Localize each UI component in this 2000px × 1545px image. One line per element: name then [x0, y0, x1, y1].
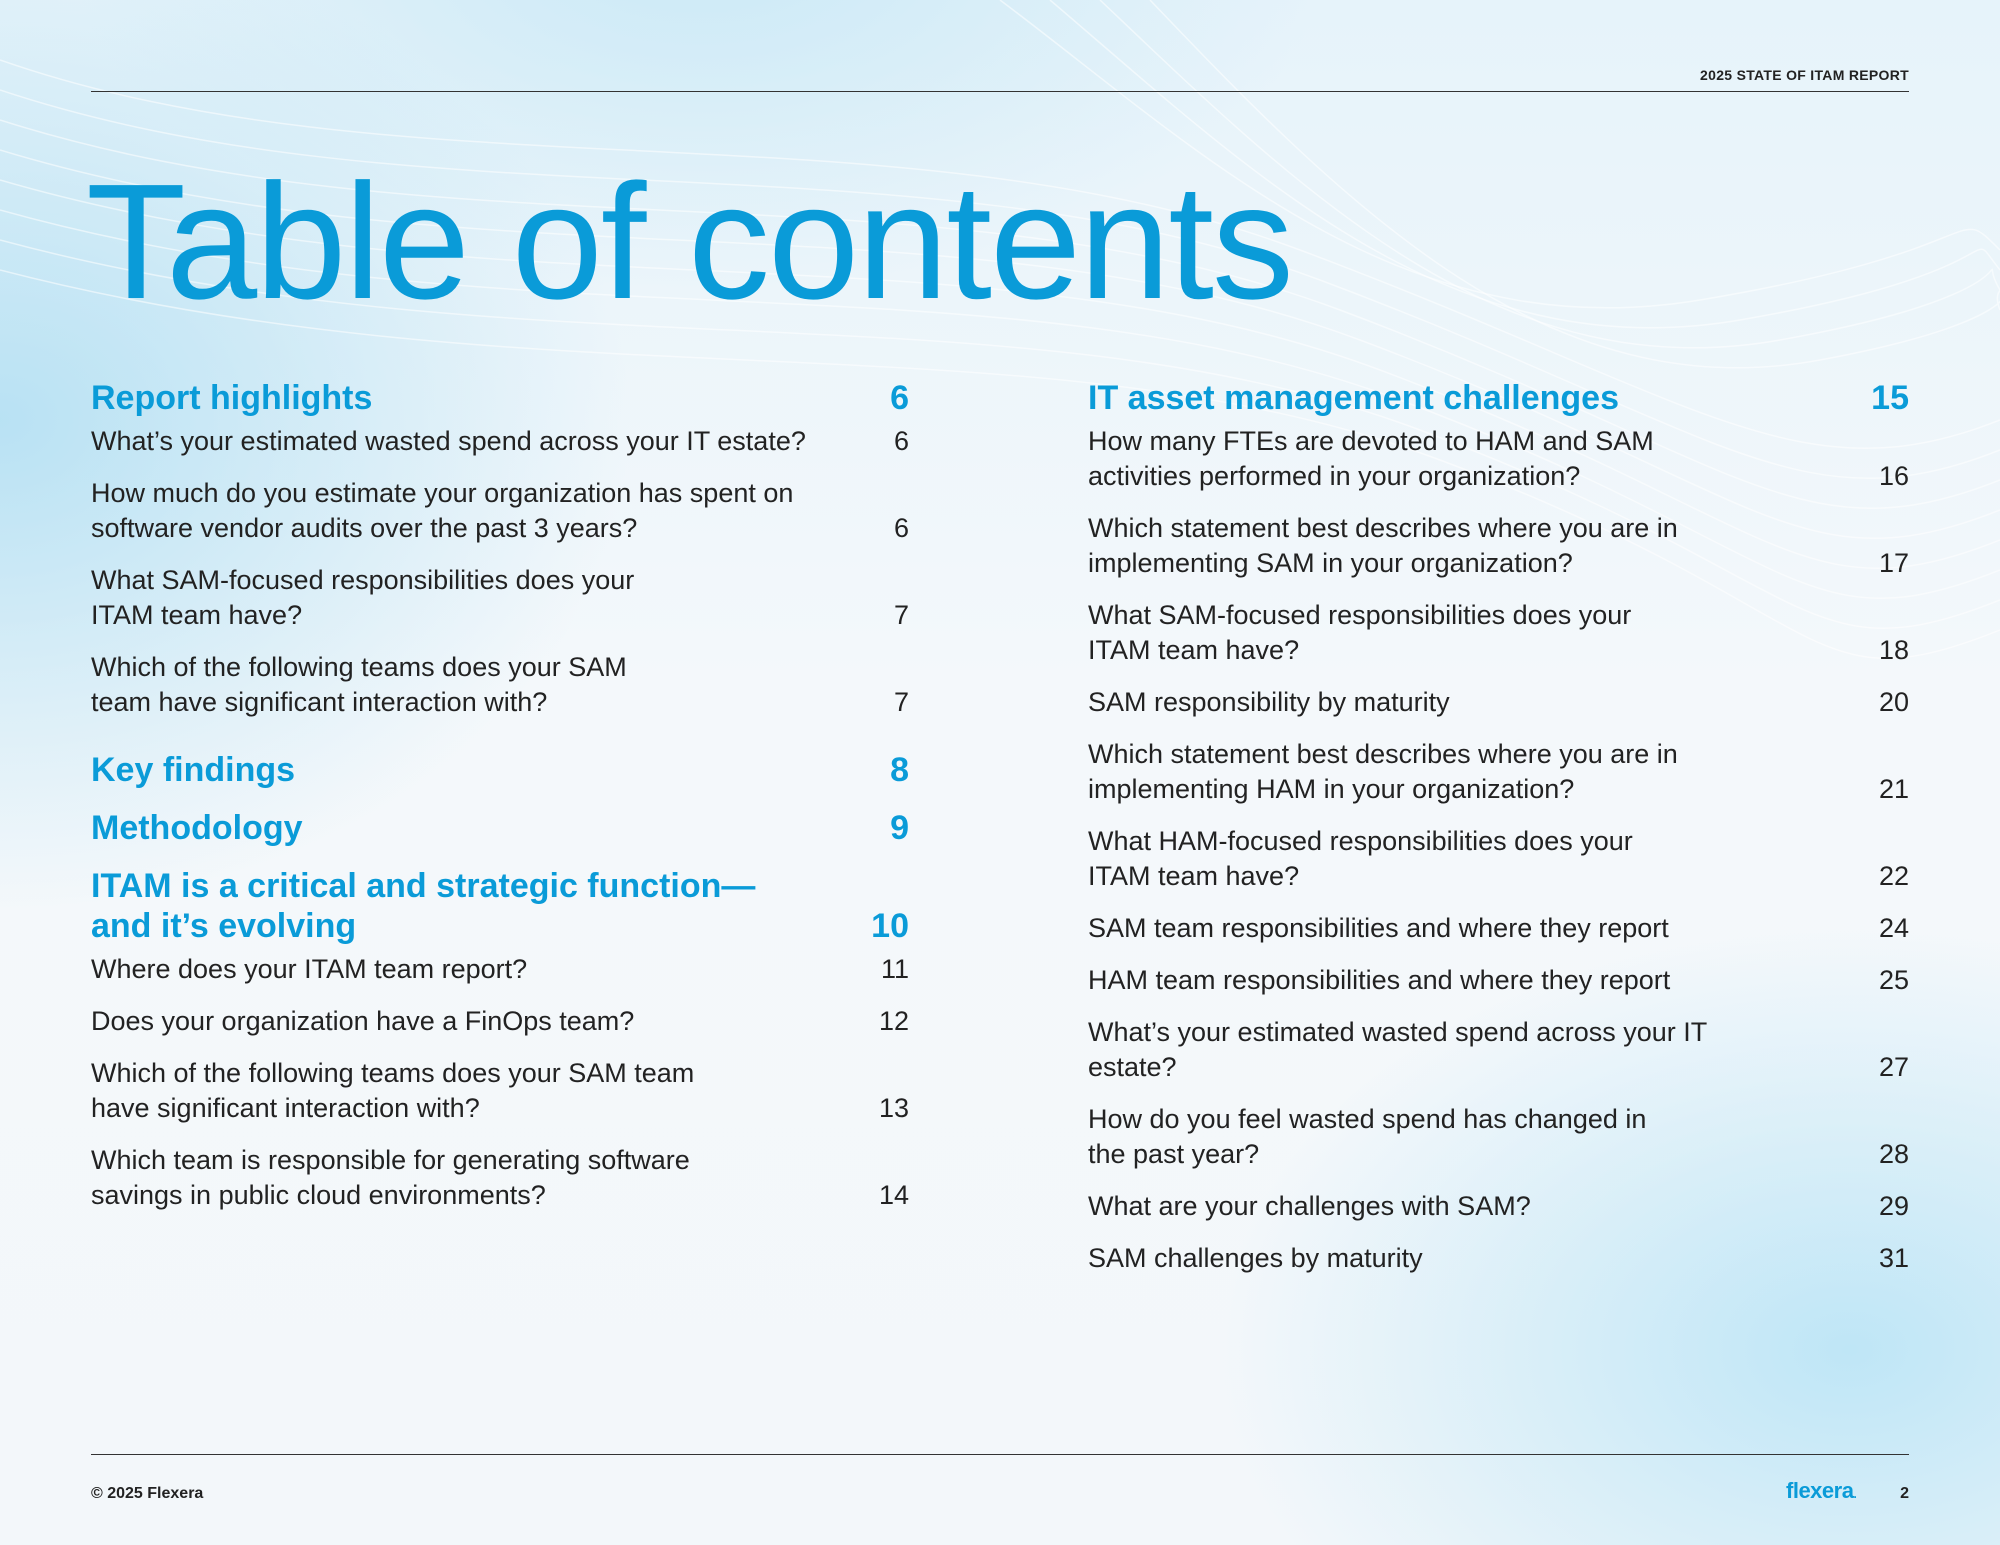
footer-divider	[91, 1454, 1909, 1455]
toc-entry-page: 7	[893, 687, 909, 717]
toc-entry[interactable]	[91, 476, 909, 546]
toc-entry-page: 24	[1878, 913, 1909, 943]
flexera-logo	[1786, 1478, 1856, 1504]
toc-entry-title: SAM team responsibilities and where they report	[1088, 913, 1669, 943]
toc-entry[interactable]	[1088, 685, 1909, 720]
toc-entry-page: 21	[1878, 774, 1909, 804]
toc-entry[interactable]	[91, 650, 909, 720]
toc-entry-page: 16	[1878, 461, 1909, 491]
toc-entry[interactable]	[1088, 1241, 1909, 1276]
toc-entry-title: What are your challenges with SAM?	[1088, 1191, 1531, 1221]
toc-section-title: IT asset management challenges	[1088, 379, 1619, 417]
toc-entry-title: Does your organization have a FinOps team?	[91, 1006, 635, 1036]
copyright-text: © 2025 Flexera	[91, 1485, 204, 1502]
toc-section-methodology[interactable]	[91, 808, 909, 848]
toc-entry-page: 6	[893, 513, 909, 543]
toc-entry-title: HAM team responsibilities and where they report	[1088, 965, 1671, 995]
toc-entry-title: Which of the following teams does your SAM team have significant interaction with?	[91, 1058, 695, 1123]
toc-entry-title: How do you feel wasted spend has changed in the past year?	[1088, 1104, 1647, 1169]
toc-entry-page: 28	[1878, 1139, 1909, 1169]
page-number: 2	[1900, 1485, 1909, 1502]
toc-entry[interactable]	[91, 563, 909, 633]
toc-entry-page: 29	[1878, 1191, 1909, 1221]
toc-entry-title: SAM challenges by maturity	[1088, 1243, 1423, 1273]
toc-section-title: ITAM is a critical and strategic function—and it’s evolving	[91, 867, 756, 945]
toc-entry-page: 6	[893, 426, 909, 456]
toc-section-itam-strategic-function[interactable]	[91, 866, 909, 946]
toc-entry-page: 11	[880, 954, 909, 984]
toc-entry[interactable]	[91, 952, 909, 987]
toc-entry-title: What’s your estimated wasted spend across your IT estate?	[1088, 1017, 1707, 1082]
toc-entry-page: 20	[1878, 687, 1909, 717]
toc-entry-page: 22	[1878, 861, 1909, 891]
toc-entry-title: SAM responsibility by maturity	[1088, 687, 1450, 717]
header-divider	[91, 91, 1909, 92]
toc-section-title: Key findings	[91, 751, 296, 789]
toc-entry[interactable]	[1088, 737, 1909, 807]
toc-entry-page: 12	[878, 1006, 909, 1036]
toc-entry-page: 31	[1878, 1243, 1909, 1273]
toc-entry[interactable]	[1088, 911, 1909, 946]
toc-entry-title: Which statement best describes where you are in implementing HAM in your organization?	[1088, 739, 1678, 804]
toc-entry-title: Which of the following teams does your SAM team have significant interaction with?	[91, 652, 627, 717]
toc-entry-title: Which team is responsible for generating software savings in public cloud environments?	[91, 1145, 690, 1210]
toc-left-column	[91, 378, 909, 1213]
toc-section-key-findings[interactable]	[91, 750, 909, 790]
toc-entry[interactable]	[1088, 1015, 1909, 1085]
toc-section-title: Report highlights	[91, 379, 373, 417]
toc-entry-title: Where does your ITAM team report?	[91, 954, 528, 984]
toc-entry[interactable]	[1088, 824, 1909, 894]
toc-entry-title: How much do you estimate your organization has spent on software vendor audits over the past 3 years?	[91, 478, 794, 543]
toc-section-title: Methodology	[91, 809, 303, 847]
toc-entry-page: 25	[1878, 965, 1909, 995]
toc-entry[interactable]	[91, 424, 909, 459]
toc-entry[interactable]	[91, 1056, 909, 1126]
toc-section-report-highlights[interactable]	[91, 378, 909, 418]
logo-text: flexera	[1786, 1478, 1854, 1503]
toc-section-page: 8	[890, 751, 909, 789]
toc-section-page: 10	[871, 907, 909, 945]
toc-section-page: 15	[1871, 379, 1909, 417]
toc-section-itam-challenges[interactable]	[1088, 378, 1909, 418]
toc-entry-title: What SAM-focused responsibilities does your ITAM team have?	[91, 565, 635, 630]
toc-right-column	[1088, 378, 1909, 1276]
toc-section-page: 9	[890, 809, 909, 847]
toc-entry-page: 7	[893, 600, 909, 630]
toc-entry-title: What HAM-focused responsibilities does your ITAM team have?	[1088, 826, 1633, 891]
toc-entry[interactable]	[1088, 1189, 1909, 1224]
toc-entry[interactable]	[1088, 963, 1909, 998]
toc-entry-page: 14	[878, 1180, 909, 1210]
toc-entry[interactable]	[1088, 424, 1909, 494]
toc-entry[interactable]	[1088, 598, 1909, 668]
toc-entry-title: What SAM-focused responsibilities does your ITAM team have?	[1088, 600, 1632, 665]
toc-entry-title: How many FTEs are devoted to HAM and SAM activities performed in your organization?	[1088, 426, 1654, 491]
toc-entry-page: 13	[878, 1093, 909, 1123]
toc-entry-page: 17	[1878, 548, 1909, 578]
toc-section-page: 6	[890, 379, 909, 417]
toc-entry[interactable]	[91, 1004, 909, 1039]
toc-entry-title: Which statement best describes where you are in implementing SAM in your organization?	[1088, 513, 1678, 578]
toc-entry[interactable]	[91, 1143, 909, 1213]
toc-entry-page: 18	[1878, 635, 1909, 665]
page-title: Table of contents	[86, 150, 1292, 333]
toc-entry[interactable]	[1088, 511, 1909, 581]
report-header-label: 2025 STATE OF ITAM REPORT	[1700, 67, 1909, 83]
toc-entry[interactable]	[1088, 1102, 1909, 1172]
toc-entry-page: 27	[1878, 1052, 1909, 1082]
toc-entry-title: What’s your estimated wasted spend across your IT estate?	[91, 426, 806, 456]
logo-dot-icon: .	[1853, 1487, 1857, 1501]
